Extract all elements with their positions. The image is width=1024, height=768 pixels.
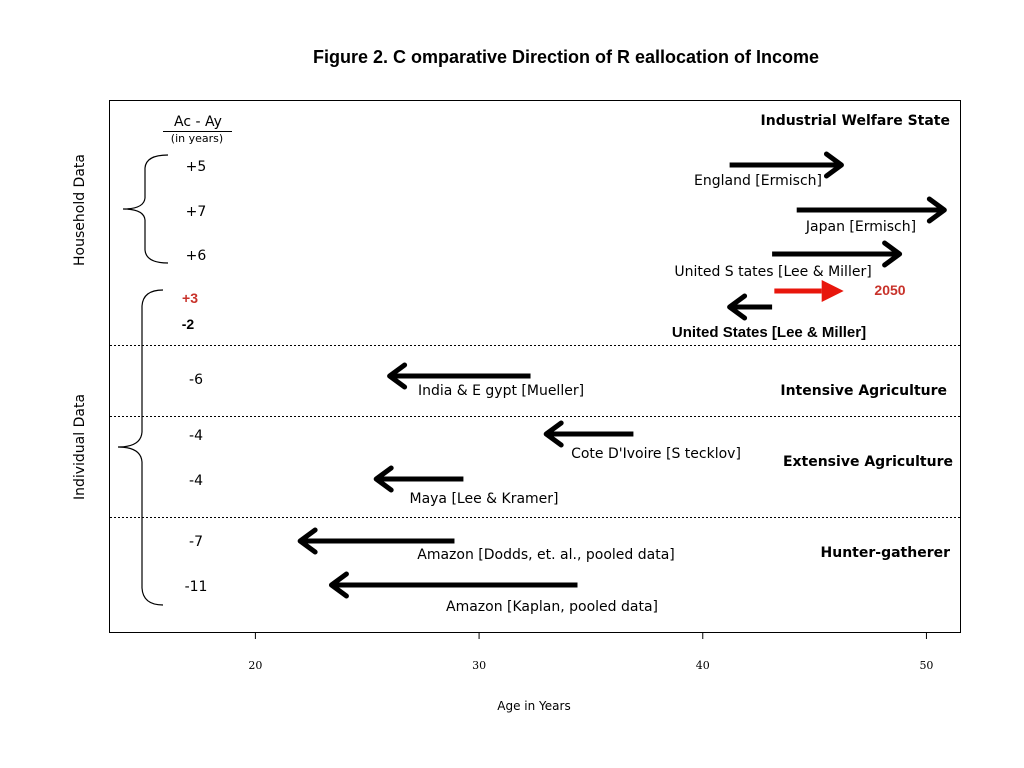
category-label: Industrial Welfare State [760, 113, 950, 129]
x-tick-label: 20 [248, 659, 263, 672]
row-value: -11 [184, 579, 208, 595]
row-value: +5 [185, 159, 207, 175]
arrow [797, 199, 945, 221]
arrow [546, 423, 633, 445]
category-label: Intensive Agriculture [780, 383, 947, 399]
row-value: -6 [189, 372, 203, 388]
arrow-label: Cote D'Ivoire [S tecklov] [571, 446, 741, 462]
household-brace [123, 155, 168, 263]
x-axis [248, 632, 933, 672]
x-tick-label: 50 [919, 659, 934, 672]
row-value: +6 [185, 248, 207, 264]
arrow [331, 574, 577, 596]
x-axis-label: Age in Years [497, 699, 571, 713]
arrow [730, 296, 773, 318]
column-header: Ac - Ay [174, 114, 222, 130]
row-value: +7 [185, 204, 207, 220]
chart-title: Figure 2. C omparative Direction of R eallocation of Income [312, 47, 820, 67]
category-label: Extensive Agriculture [782, 454, 953, 470]
arrow-head [822, 280, 844, 302]
arrow-label: India & E gypt [Mueller] [417, 383, 585, 399]
individual-data-label: Individual Data [72, 393, 88, 501]
column-header-sub: (in years) [170, 132, 224, 145]
individual-brace [118, 290, 163, 605]
row-value: +3 [182, 290, 198, 306]
row-value: -7 [189, 534, 203, 550]
x-tick-label: 40 [695, 659, 710, 672]
arrow-label: Amazon [Dodds, et. al., pooled data] [417, 547, 675, 563]
arrow-label: United States [Lee & Miller] [671, 324, 867, 341]
arrow [774, 280, 843, 302]
arrow [376, 468, 463, 490]
row-value: -4 [189, 473, 203, 489]
arrow-label: England [Ermisch] [694, 173, 822, 189]
arrow-label-2050: 2050 [874, 282, 906, 298]
arrow-label: Maya [Lee & Kramer] [409, 491, 559, 507]
household-data-label: Household Data [72, 154, 88, 266]
row-value: -2 [181, 316, 195, 332]
arrow-label: Japan [Ermisch] [805, 219, 917, 235]
x-tick-label: 30 [472, 659, 487, 672]
arrow-label: United S tates [Lee & Miller] [674, 264, 872, 280]
row-value: -4 [189, 428, 203, 444]
arrow-label: Amazon [Kaplan, pooled data] [446, 599, 658, 615]
category-label: Hunter-gatherer [820, 545, 950, 561]
arrow [772, 243, 900, 265]
